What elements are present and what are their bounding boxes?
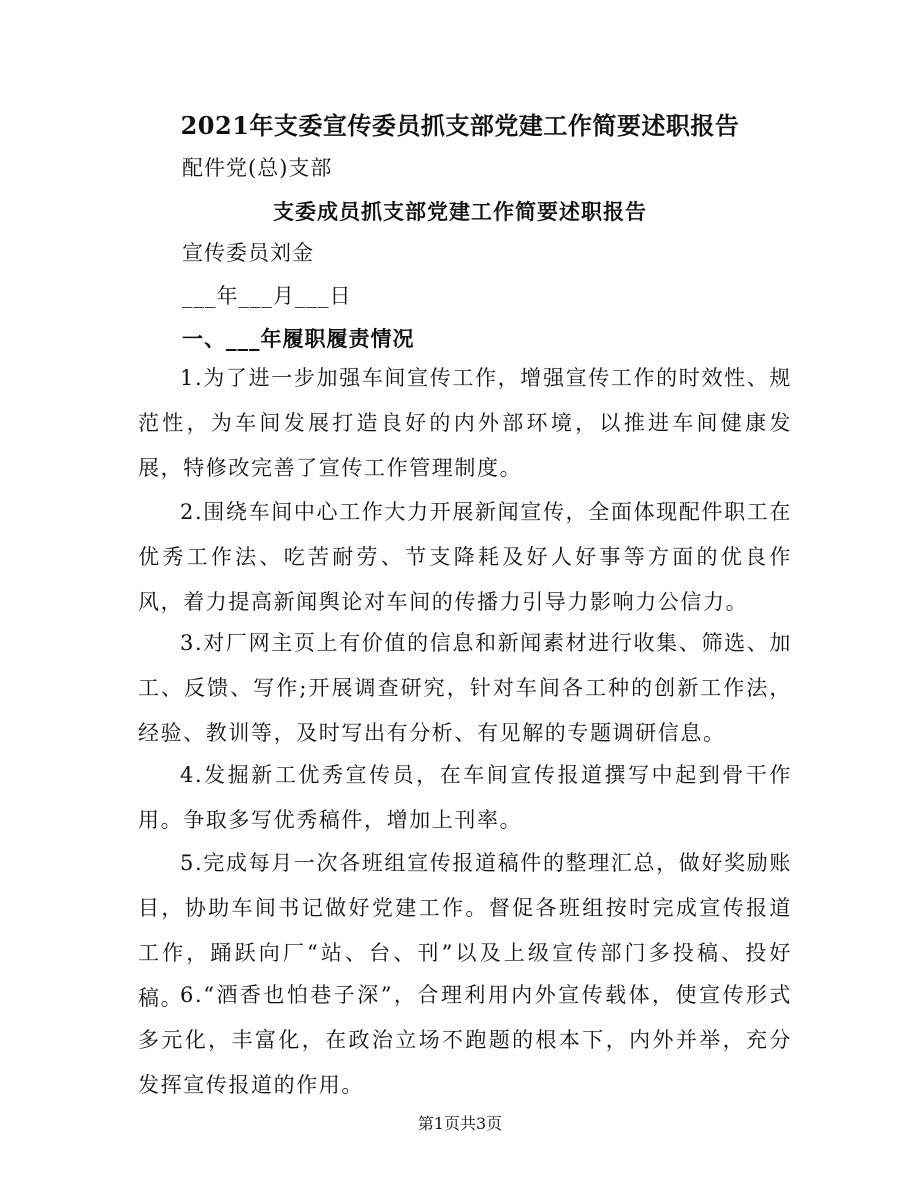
section-heading: 一、___年履职履责情况 [182,326,415,351]
paragraph-5: 5.完成每月一次各班组宣传报道稿件的整理汇总，做好奖励账目，协助车间书记做好党建工作。督促各班组按时完成宣传报道工作，踊跃向厂“站、台、刊”以及上级宣传部门多投稿、投好稿。 [138,851,792,1010]
document-title: 2021年支委宣传委员抓支部党建工作简要述职报告 [180,111,740,140]
date-line: ___年___月___日 [182,284,352,308]
page-footer: 第1页共3页 [417,1114,503,1133]
author-line: 宣传委员刘金 [182,241,314,265]
org-line: 配件党(总)支部 [182,156,333,180]
paragraph-6: 6.“酒香也怕巷子深”，合理利用内外宣传载体，使宣传形式多元化，丰富化，在政治立场不跑题的根本下，内外并举，充分发挥宣传报道的作用。 [138,983,792,1097]
paragraph-2: 2.围绕车间中心工作大力开展新闻宣传，全面体现配件职工在优秀工作法、吃苦耐劳、节支降耗及好人好事等方面的优良作风，着力提高新闻舆论对车间的传播力引导力影响力公信力。 [138,500,792,614]
paragraph-3: 3.对厂网主页上有价值的信息和新闻素材进行收集、筛选、加工、反馈、写作;开展调查研究，针对车间各工种的创新工作法，经验、教训等，及时写出有分析、有见解的专题调研信息。 [138,631,792,745]
paragraph-1: 1.为了进一步加强车间宣传工作，增强宣传工作的时效性、规范性，为车间发展打造良好的内外部环境，以推进车间健康发展，特修改完善了宣传工作管理制度。 [138,366,792,480]
paragraph-4: 4.发掘新工优秀宣传员，在车间宣传报道撰写中起到骨干作用。争取多写优秀稿件，增加上刊率。 [138,763,792,832]
document-subtitle: 支委成员抓支部党建工作简要述职报告 [273,199,647,224]
